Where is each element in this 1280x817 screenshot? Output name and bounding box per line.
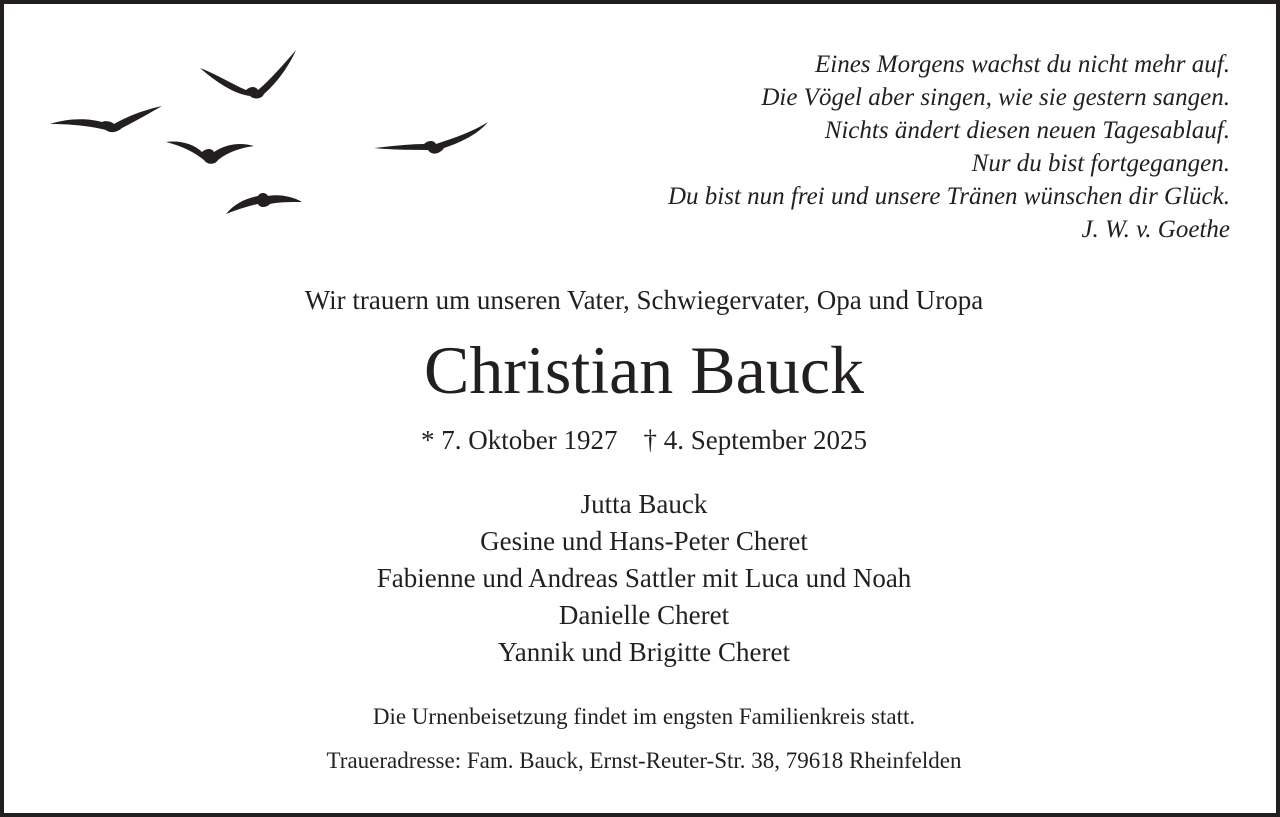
poem-line: Du bist nun frei und unsere Tränen wünschen dir Glück. — [668, 183, 1230, 210]
poem-line: Die Vögel aber singen, wie sie gestern sangen. — [761, 84, 1230, 111]
bird-icon — [50, 106, 162, 132]
mourner-name: Yannik und Brigitte Cheret — [498, 637, 790, 667]
mourner-name: Fabienne und Andreas Sattler mit Luca und Noah — [376, 563, 912, 593]
mourning-intro: Wir trauern um unseren Vater, Schwiegervater, Opa und Uropa — [304, 285, 984, 315]
poem-line: Nichts ändert diesen neuen Tagesablauf. — [824, 117, 1230, 144]
mourner-name: Danielle Cheret — [558, 600, 730, 630]
mourner-name: Gesine und Hans-Peter Cheret — [480, 526, 808, 556]
life-dates — [4, 422, 1280, 458]
bird-icon — [374, 122, 488, 154]
mourning-address: Traueradresse: Fam. Bauck, Ernst-Reuter-Str. 38, 79618 Rheinfelden — [326, 748, 962, 773]
poem-author: J. W. v. Goethe — [1081, 216, 1230, 243]
deceased-name: Christian Bauck — [423, 332, 865, 408]
bird-icon — [226, 193, 302, 214]
mourners-list — [4, 486, 1280, 671]
poem — [510, 48, 1230, 246]
poem-line: Nur du bist fortgegangen. — [971, 150, 1230, 177]
bird-icon — [200, 50, 296, 98]
birth-date: * 7. Oktober 1927 — [421, 425, 618, 455]
death-date: † 4. September 2025 — [643, 425, 867, 455]
bird-icon — [166, 141, 254, 163]
flying-birds-icon — [44, 44, 504, 224]
poem-line: Eines Morgens wachst du nicht mehr auf. — [814, 51, 1230, 78]
burial-note: Die Urnenbeisetzung findet im engsten Familienkreis statt. — [372, 704, 916, 729]
mourner-name: Jutta Bauck — [580, 489, 708, 519]
